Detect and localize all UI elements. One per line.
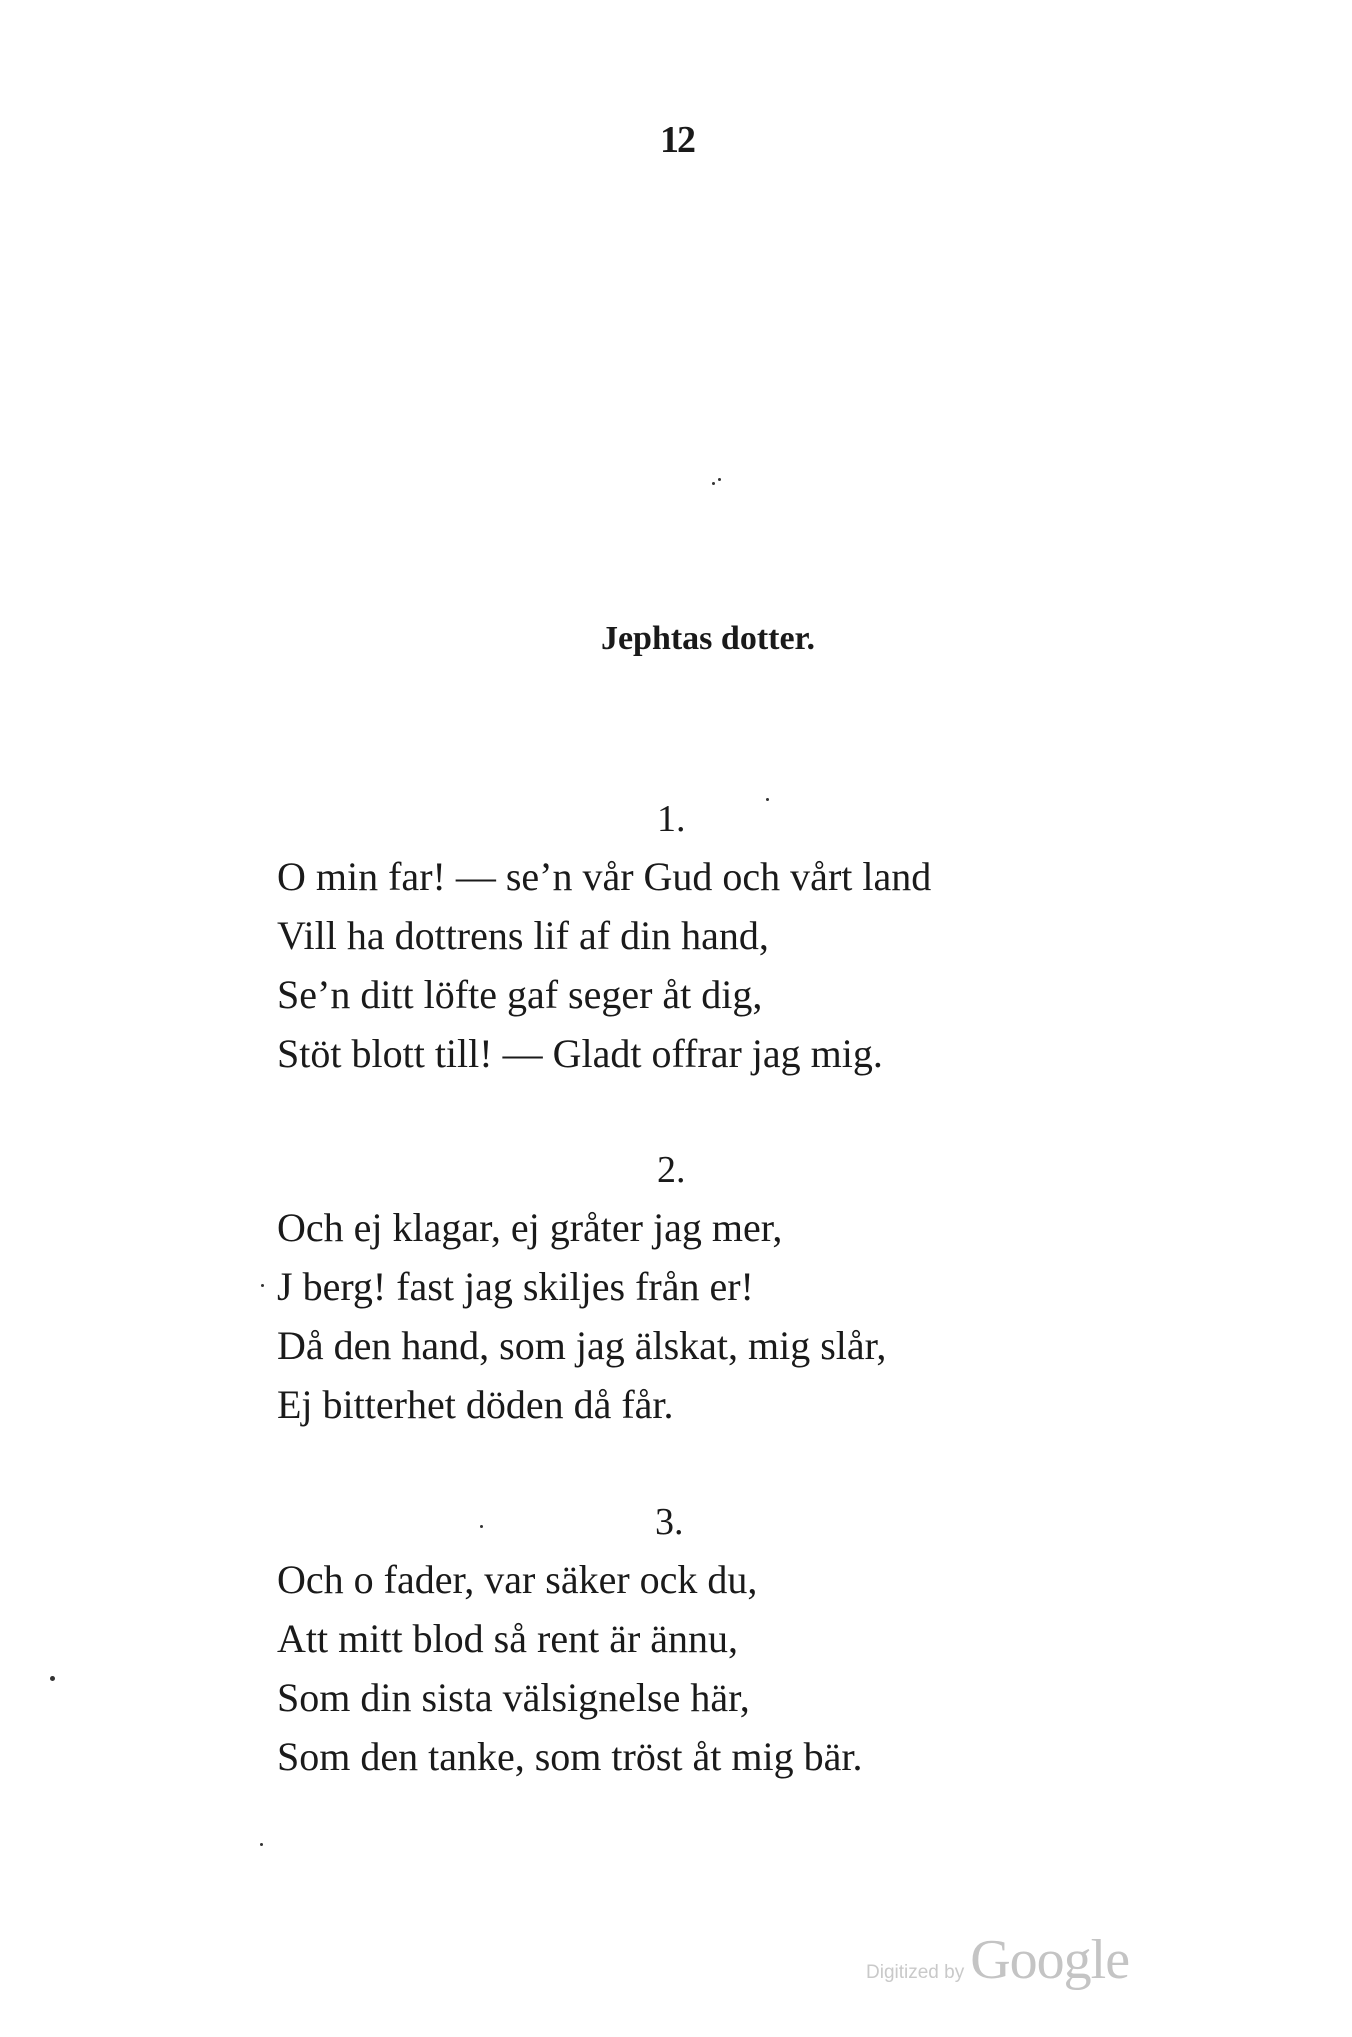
page-number: 12 xyxy=(660,119,694,161)
verse-line: Och ej klagar, ej gråter jag mer, xyxy=(277,1205,783,1250)
scan-speck xyxy=(712,482,715,485)
verse-line: O min far! — se’n vår Gud och vårt land xyxy=(277,854,932,899)
digitized-by-watermark xyxy=(866,1928,1129,1992)
scan-speck xyxy=(480,1525,483,1528)
stanza-number: 3. xyxy=(655,1501,684,1543)
verse-line: Som den tanke, som tröst åt mig bär. xyxy=(277,1734,863,1779)
verse-line: Som din sista välsignelse här, xyxy=(277,1675,750,1720)
verse-line: Att mitt blod så rent är ännu, xyxy=(277,1616,739,1661)
poem-title-text: Jephtas dotter. xyxy=(600,620,816,657)
poem-title xyxy=(0,620,1352,658)
scan-speck xyxy=(718,478,721,481)
verse-line: J berg! fast jag skiljes från er! xyxy=(277,1264,754,1309)
watermark-prefix: Digitized by xyxy=(866,1962,965,1983)
scan-speck xyxy=(261,1284,264,1287)
stanza-number: 1. xyxy=(657,798,686,840)
verse-line: Och o fader, var säker ock du, xyxy=(277,1557,758,1602)
verse-line: Ej bitterhet döden då får. xyxy=(277,1382,674,1427)
google-logo: Google xyxy=(970,1929,1130,1991)
verse-line: Vill ha dottrens lif af din hand, xyxy=(277,913,769,958)
verse-line: Se’n ditt löfte gaf seger åt dig, xyxy=(277,972,763,1017)
scan-speck xyxy=(260,1843,263,1846)
verse-line: Då den hand, som jag älskat, mig slår, xyxy=(277,1323,887,1368)
scan-speck xyxy=(766,798,769,801)
verse-line: Stöt blott till! — Gladt offrar jag mig. xyxy=(277,1031,883,1076)
stanza-number: 2. xyxy=(657,1149,686,1191)
scan-speck xyxy=(50,1676,55,1681)
